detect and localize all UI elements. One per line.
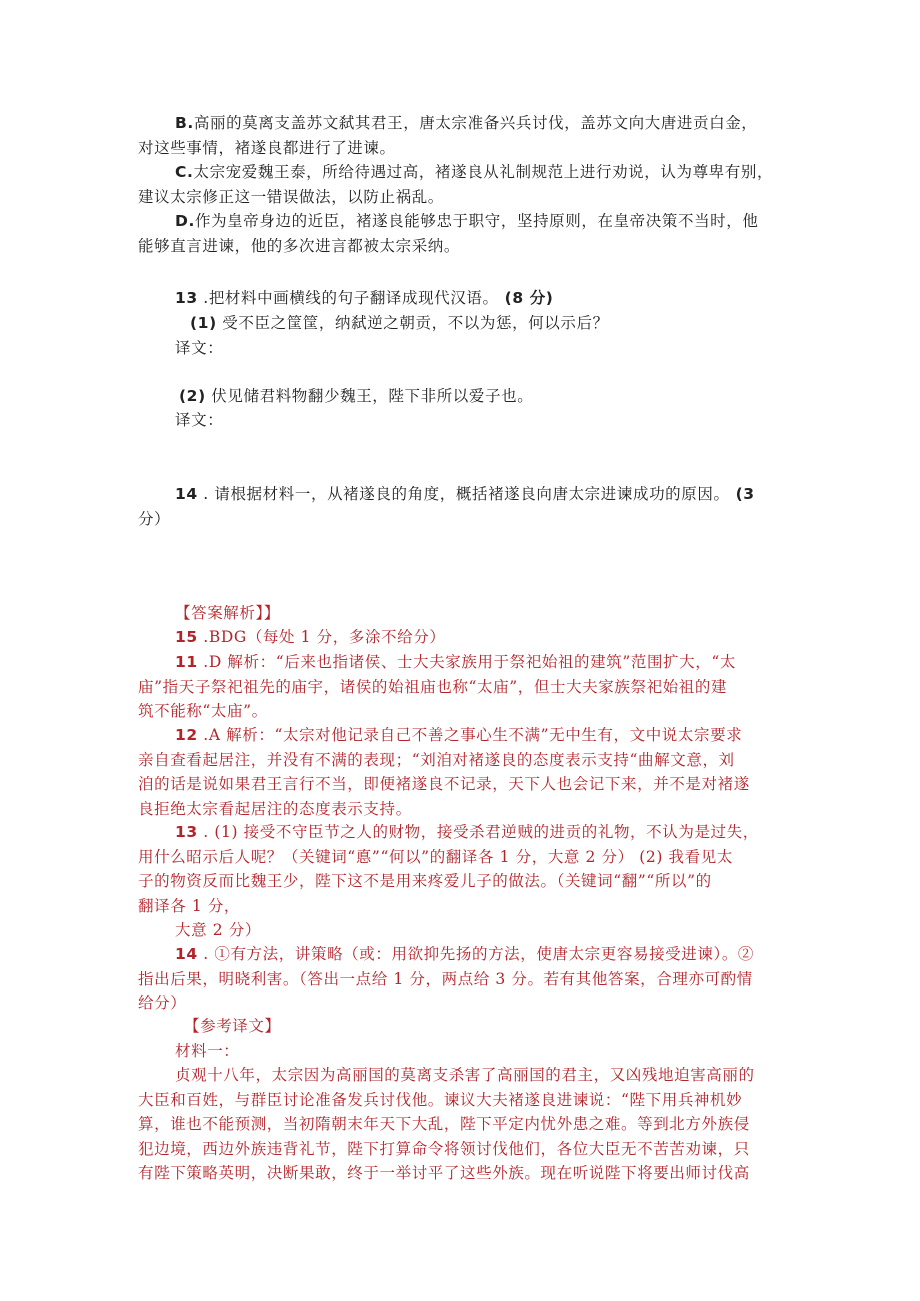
answer-13-line5: 大意 2 分） [175,921,261,939]
answer-12-number: 12 [175,726,198,744]
answer-11-line3: 筑不能称“太庙”。 [138,702,268,720]
answer-13-line4: 翻译各 1 分， [138,896,241,915]
answer-13-line3: 子的物资反而比魏王少，陛下这不是用来疼爱儿子的做法。（关键词“翻”“所以”的 [138,872,712,890]
option-c [138,160,794,209]
translation-line2: 大臣和百姓，与群臣讨论准备发兵讨伐他。谏议大夫褚遂良进谏说：“陛下用兵神机妙 [138,1090,743,1109]
option-b-label: B. [175,114,194,132]
option-d-line2: 能够直言进谏，他的多次进言都被太宗采纳。 [138,236,461,255]
question-13 [175,286,794,311]
sentence-2-number: (2) [179,387,206,405]
option-d-line1: 作为皇帝身边的近臣，褚遂良能够忠于职守，坚持原则，在皇帝决策不当时，他 [194,212,759,230]
answer-12 [138,723,794,821]
sentence-1-number: (1) [190,314,217,332]
question-14-text: . 请根据材料一，从褚遂良的角度，概括褚遂良向唐太宗进谏成功的原因。 [197,485,730,503]
answer-11-line2: 庙”指天子祭祀祖先的庙宇，诸侯的始祖庙也称“太庙”，但士大夫家族祭祀始祖的建 [138,677,728,696]
translation-line5: 有陛下策略英明，决断果敢，终于一举讨平了这些外族。现在听说陛下将要出师讨伐高 [138,1164,750,1182]
translation-body [138,1063,794,1186]
translation-line1: 贞观十八年，太宗因为高丽国的莫离支杀害了高丽国的君主，又凶残地迫害高丽的 [175,1066,755,1084]
answer-12-line4: 良拒绝太宗看起居注的态度表示支持。 [138,799,412,818]
option-b-line1: 高丽的莫离支盖苏文弑其君王，唐太宗准备兴兵讨伐，盖苏文向大唐进贡白金， [193,114,758,132]
option-c-line1: 太宗宠爱魏王泰，所给待遇过高，褚遂良从礼制规范上进行劝说，认为尊卑有别， [193,163,774,181]
answer-13 [138,820,794,943]
answer-13-line2: 用什么昭示后人呢？（关键词“悳”“何以”的翻译各 1 分，大意 2 分） (2) 我看见太 [138,847,733,866]
option-b-line2: 对这些事情，褚遂良都进行了进谏。 [138,138,396,157]
sentence-2-answer-label: 译文： [175,411,224,429]
option-c-label: C. [175,163,194,181]
answer-11-line1: .D 解析：“后来也指诸侯、士大夫家族用于祭祀始祖的建筑”范围扩大，“太 [197,653,736,671]
question-13-number: 13 [175,289,198,307]
question-13-score: (8 分) [498,289,554,307]
answers-header: 【答案解析】】 [175,604,280,622]
answer-12-line2: 亲自查看起居注，并没有不满的表现；“刘洎对褚遂良的态度表示支持“曲解文意，刘 [138,750,735,769]
answer-12-line1: .A 解析：“太宗对他记录自己不善之事心生不满”无中生有，文中说太宗要求 [197,726,743,744]
question-13-sentence-2 [179,384,779,409]
question-14-score: (3 [729,485,755,503]
question-13-text: .把材料中画横线的句子翻译成现代汉语。 [197,289,499,307]
option-c-line2: 建议太宗修正这一错误做法，以防止祸乱。 [138,187,444,206]
answer-13-line1: . (1) 接受不守臣节之人的财物，接受杀君逆贼的进贡的礼物，不认为是过失， [197,823,759,841]
answer-14-number: 14 [175,945,198,963]
translation-material-label: 材料一： [175,1042,240,1060]
answer-15-text: .BDG（每处 1 分，多涂不给分） [197,628,446,646]
sentence-1-text: 受不臣之筐筐，纳弑逆之朝贡，不以为惩，何以示后？ [216,314,609,332]
translation-line4: 犯边境，西边外族违背礼节，陛下打算命令将领讨伐他们，各位大臣无不苦苦劝谏，只 [138,1139,750,1158]
answer-14-line3: 给分） [138,994,187,1012]
translation-line3: 算，谁也不能预测，当初隋朝末年天下大乱，陛下平定内忧外患之难。等到北方外族侵 [138,1115,750,1133]
answer-11 [138,650,794,724]
sentence-2-text: 伏见储君料物翻少魏王，陛下非所以爱子也。 [205,387,534,405]
question-13-sentence-1 [190,311,790,336]
translation-header: 【参考译文】 [184,1017,281,1035]
question-14-score-cont: 分） [138,509,171,528]
question-14-number: 14 [175,485,198,503]
answer-15-number: 15 [175,628,198,646]
answer-11-number: 11 [175,653,198,671]
answer-13-number: 13 [175,823,198,841]
answer-14-line2: 指出后果，明晓利害。（答出一点给 1 分，两点给 3 分。若有其他答案，合理亦可酌情 [138,969,753,988]
option-d-label: D. [175,212,195,230]
option-b [138,111,794,160]
answer-15 [138,625,794,650]
answer-14-line1: . ①有方法，讲策略（或：用欲抑先扬的方法，使唐太宗更容易接受进谏）。② [197,945,755,963]
sentence-1-answer-label: 译文： [175,339,224,357]
answer-14 [138,942,794,1016]
option-d [138,209,794,258]
question-14 [138,482,794,531]
answer-12-line3: 洎的话是说如果君王言行不当，即便褚遂良不记录，天下人也会记下来，并不是对褚遂 [138,775,750,793]
